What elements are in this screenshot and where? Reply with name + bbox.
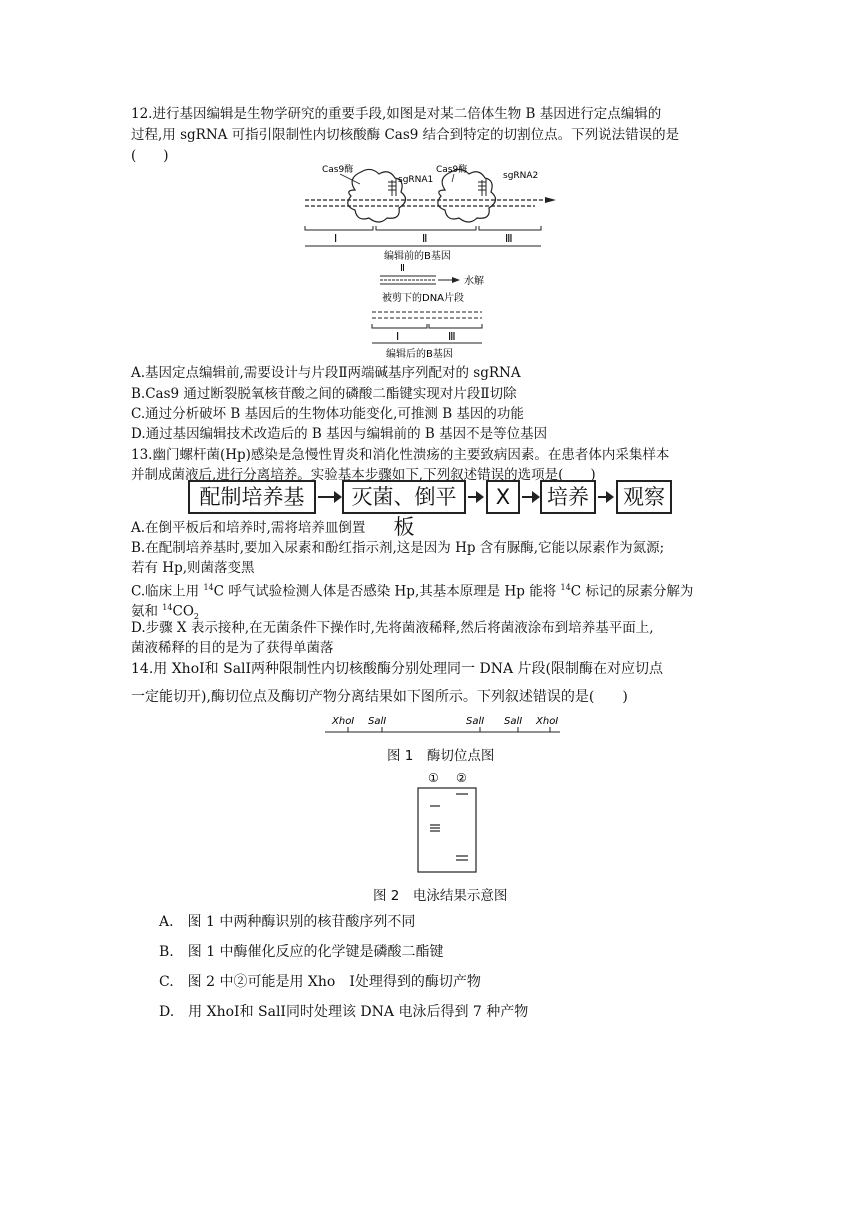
hydrolysis-label: 水解 bbox=[464, 276, 484, 287]
q13-stem-line1: 13.幽门螺杆菌(Hp)感染是急慢性胃炎和消化性溃疡的主要致病因素。在患者体内采集样本 bbox=[131, 447, 670, 463]
q14-stem-line2: 一定能切开),酶切位点及酶切产物分离结果如下图所示。下列叙述错误的是( ) bbox=[131, 689, 628, 705]
gene-editing-figure bbox=[300, 160, 570, 360]
q14-option-a: A. 图 1 中两种酶识别的核苷酸序列不同 bbox=[159, 914, 416, 930]
q13-option-a: A.在倒平板后和培养时,需将培养皿倒置 bbox=[131, 520, 366, 536]
fig2-lane-2-label: ② bbox=[456, 771, 467, 785]
q12-option-a: A.基因定点编辑前,需要设计与片段Ⅱ两端碱基序列配对的 sgRNA bbox=[131, 365, 521, 381]
fig2-lane-1-label: ① bbox=[428, 771, 439, 785]
cas9-label-2: Cas9酶 bbox=[436, 165, 468, 175]
flow-arrow-1 bbox=[318, 496, 340, 498]
fig1-label-xho-2: XhoⅠ bbox=[536, 716, 559, 727]
q13-option-c-line2: 氨和 $^{14}CO_2$ bbox=[131, 603, 199, 622]
fig2-caption: 图 2 电泳结果示意图 bbox=[373, 888, 508, 904]
caption-cut: 被剪下的DNA片段 bbox=[382, 293, 465, 304]
fig1-caption: 图 1 酶切位点图 bbox=[387, 748, 495, 764]
flow-step-x: X bbox=[486, 480, 520, 514]
flow-step-sterilize: 灭菌、倒平板 bbox=[342, 480, 466, 514]
q13-option-c-line1: C.临床上用 $^{14}$C 呼气试验检测人体是否感染 Hp,其基本原理是 Hp 能将 $^{14}$C 标记的尿素分解为 bbox=[131, 583, 694, 600]
q13-option-b-line1: B.在配制培养基时,要加入尿素和酚红指示剂,这是因为 Hp 含有脲酶,它能以尿素作为氮源; bbox=[131, 540, 665, 556]
q14-option-c: C. 图 2 中②可能是用 Xho Ⅰ处理得到的酶切产物 bbox=[159, 974, 481, 990]
q12-option-b: B.Cas9 通过断裂脱氧核苷酸之间的磷酸二酯键实现对片段Ⅱ切除 bbox=[131, 386, 517, 402]
cas9-label-1: Cas9酶 bbox=[322, 165, 354, 175]
flow-arrow-3 bbox=[522, 496, 538, 498]
fig1-restriction-map bbox=[320, 708, 570, 738]
flow-step-prepare-medium: 配制培养基 bbox=[188, 480, 316, 514]
fig1-label-xho-1: XhoⅠ bbox=[332, 716, 355, 727]
cas9-blob-1 bbox=[348, 169, 406, 222]
q13-option-d-line1: D.步骤 X 表示接种,在无菌条件下操作时,先将菌液稀释,然后将菌液涂布到培养基平面上, bbox=[131, 620, 654, 636]
seg-2-label: Ⅱ bbox=[422, 232, 428, 245]
q13-stem-line2: 并制成菌液后,进行分离培养。实验基本步骤如下,下列叙述错误的选项是( ) bbox=[131, 467, 596, 483]
caption-after: 编辑后的B基因 bbox=[386, 349, 453, 360]
q14-option-d: D. 用 XhoⅠ和 SalⅠ同时处理该 DNA 电泳后得到 7 种产物 bbox=[159, 1004, 529, 1020]
q13-option-b-line2: 若有 Hp,则菌落变黑 bbox=[131, 560, 255, 576]
sgrna1-label: sgRNA1 bbox=[398, 175, 434, 185]
sgrna2-label: sgRNA2 bbox=[503, 171, 539, 181]
seg-1-label: Ⅰ bbox=[334, 232, 338, 245]
cas9-blob-2 bbox=[438, 169, 496, 222]
flow-step-culture: 培养 bbox=[540, 480, 596, 514]
q13-option-d-line2: 菌液稀释的目的是为了获得单菌落 bbox=[131, 640, 334, 656]
q12-option-c: C.通过分析破坏 B 基因后的生物体功能变化,可推测 B 基因的功能 bbox=[131, 406, 524, 422]
seg-after-1-label: Ⅰ bbox=[396, 330, 400, 343]
flow-arrow-4 bbox=[598, 496, 612, 498]
q12-option-d: D.通过基因编辑技术改造后的 B 基因与编辑前的 B 基因不是等位基因 bbox=[131, 426, 548, 442]
fig1-label-sal-3: SalⅠ bbox=[504, 716, 523, 727]
caption-before: 编辑前的B基因 bbox=[384, 251, 451, 262]
q12-stem-line2: 过程,用 sgRNA 可指引限制性内切核酸酶 Cas9 结合到特定的切割位点。下列说法错误的是 bbox=[131, 127, 680, 143]
q14-option-b: B. 图 1 中酶催化反应的化学键是磷酸二酯键 bbox=[159, 944, 444, 960]
seg-after-3-label: Ⅲ bbox=[448, 330, 456, 343]
seg-3-label: Ⅲ bbox=[505, 232, 513, 245]
flow-step-observe: 观察 bbox=[616, 480, 672, 514]
q12-stem-line1: 12.进行基因编辑是生物学研究的重要手段,如图是对某二倍体生物 B 基因进行定点编辑的 bbox=[131, 106, 662, 122]
q14-stem-line1: 14.用 XhoⅠ和 SalⅠ两种限制性内切核酸酶分别处理同一 DNA 片段(限制酶在对应切点 bbox=[131, 661, 663, 677]
q12-stem-line3: ( ) bbox=[131, 148, 169, 164]
fig2-electrophoresis bbox=[410, 768, 490, 876]
fig1-label-sal-1: SalⅠ bbox=[368, 716, 387, 727]
flow-arrow-2 bbox=[468, 496, 482, 498]
seg-2-cut-label: Ⅱ bbox=[400, 263, 405, 274]
fig1-label-sal-2: SalⅠ bbox=[466, 716, 485, 727]
